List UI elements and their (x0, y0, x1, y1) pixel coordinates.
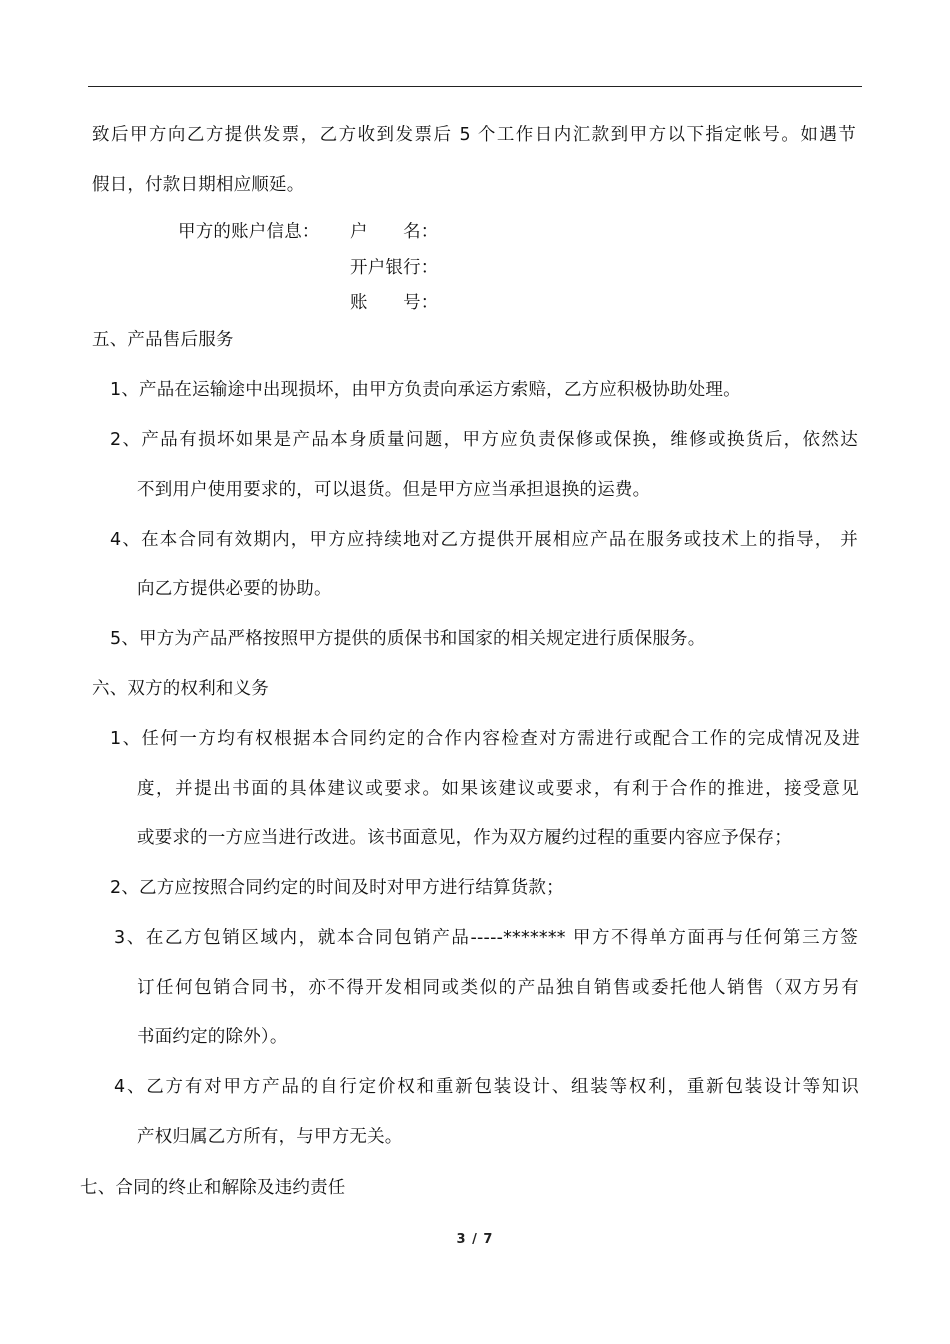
paragraph-line: 致后甲方向乙方提供发票，乙方收到发票后 5 个工作日内汇款到甲方以下指定帐号。如遇节 (92, 125, 856, 145)
list-item: 4、在本合同有效期内，甲方应持续地对乙方提供开展相应产品在服务或技术上的指导， 并 (110, 530, 858, 550)
list-item-continuation: 订任何包销合同书，亦不得开发相同或类似的产品独自销售或委托他人销售（双方另有 (137, 978, 859, 998)
header-rule (88, 86, 862, 87)
section-heading: 七、合同的终止和解除及违约责任 (80, 1178, 346, 1198)
list-item: 2、产品有损坏如果是产品本身质量问题，甲方应负责保修或保换，维修或换货后，依然达 (110, 430, 858, 450)
list-item-continuation: 产权归属乙方所有，与甲方无关。 (137, 1127, 403, 1147)
list-item-continuation: 向乙方提供必要的协助。 (137, 579, 332, 599)
list-item: 1、产品在运输途中出现损坏，由甲方负责向承运方索赔，乙方应积极协助处理。 (110, 380, 741, 400)
account-name-label: 户 名： (350, 222, 439, 242)
list-item: 5、甲方为产品严格按照甲方提供的质保书和国家的相关规定进行质保服务。 (110, 629, 706, 649)
list-item: 1、任何一方均有权根据本合同约定的合作内容检查对方需进行或配合工作的完成情况及进 (110, 729, 860, 749)
page-number: 3 / 7 (456, 1232, 494, 1247)
account-number-label: 账 号： (350, 293, 439, 313)
list-item-continuation: 书面约定的除外）。 (137, 1027, 288, 1047)
list-item-continuation: 度，并提出书面的具体建议或要求。如果该建议或要求，有利于合作的推进，接受意见 (137, 779, 859, 799)
list-item-continuation: 不到用户使用要求的，可以退货。但是甲方应当承担退换的运费。 (137, 480, 651, 500)
paragraph-line: 假日，付款日期相应顺延。 (92, 175, 305, 195)
section-heading: 五、产品售后服务 (92, 330, 234, 350)
section-heading: 六、双方的权利和义务 (92, 679, 269, 699)
list-item: 3、在乙方包销区域内，就本合同包销产品-----******* 甲方不得单方面再与任何第三方签 (114, 928, 858, 948)
list-item: 2、乙方应按照合同约定的时间及时对甲方进行结算货款； (110, 878, 564, 898)
list-item: 4、乙方有对甲方产品的自行定价权和重新包装设计、组装等权利，重新包装设计等知识 (114, 1077, 859, 1097)
list-item-continuation: 或要求的一方应当进行改进。该书面意见，作为双方履约过程的重要内容应予保存； (137, 828, 792, 848)
account-bank-label: 开户银行： (350, 258, 439, 278)
account-info-label: 甲方的账户信息： (178, 222, 320, 242)
